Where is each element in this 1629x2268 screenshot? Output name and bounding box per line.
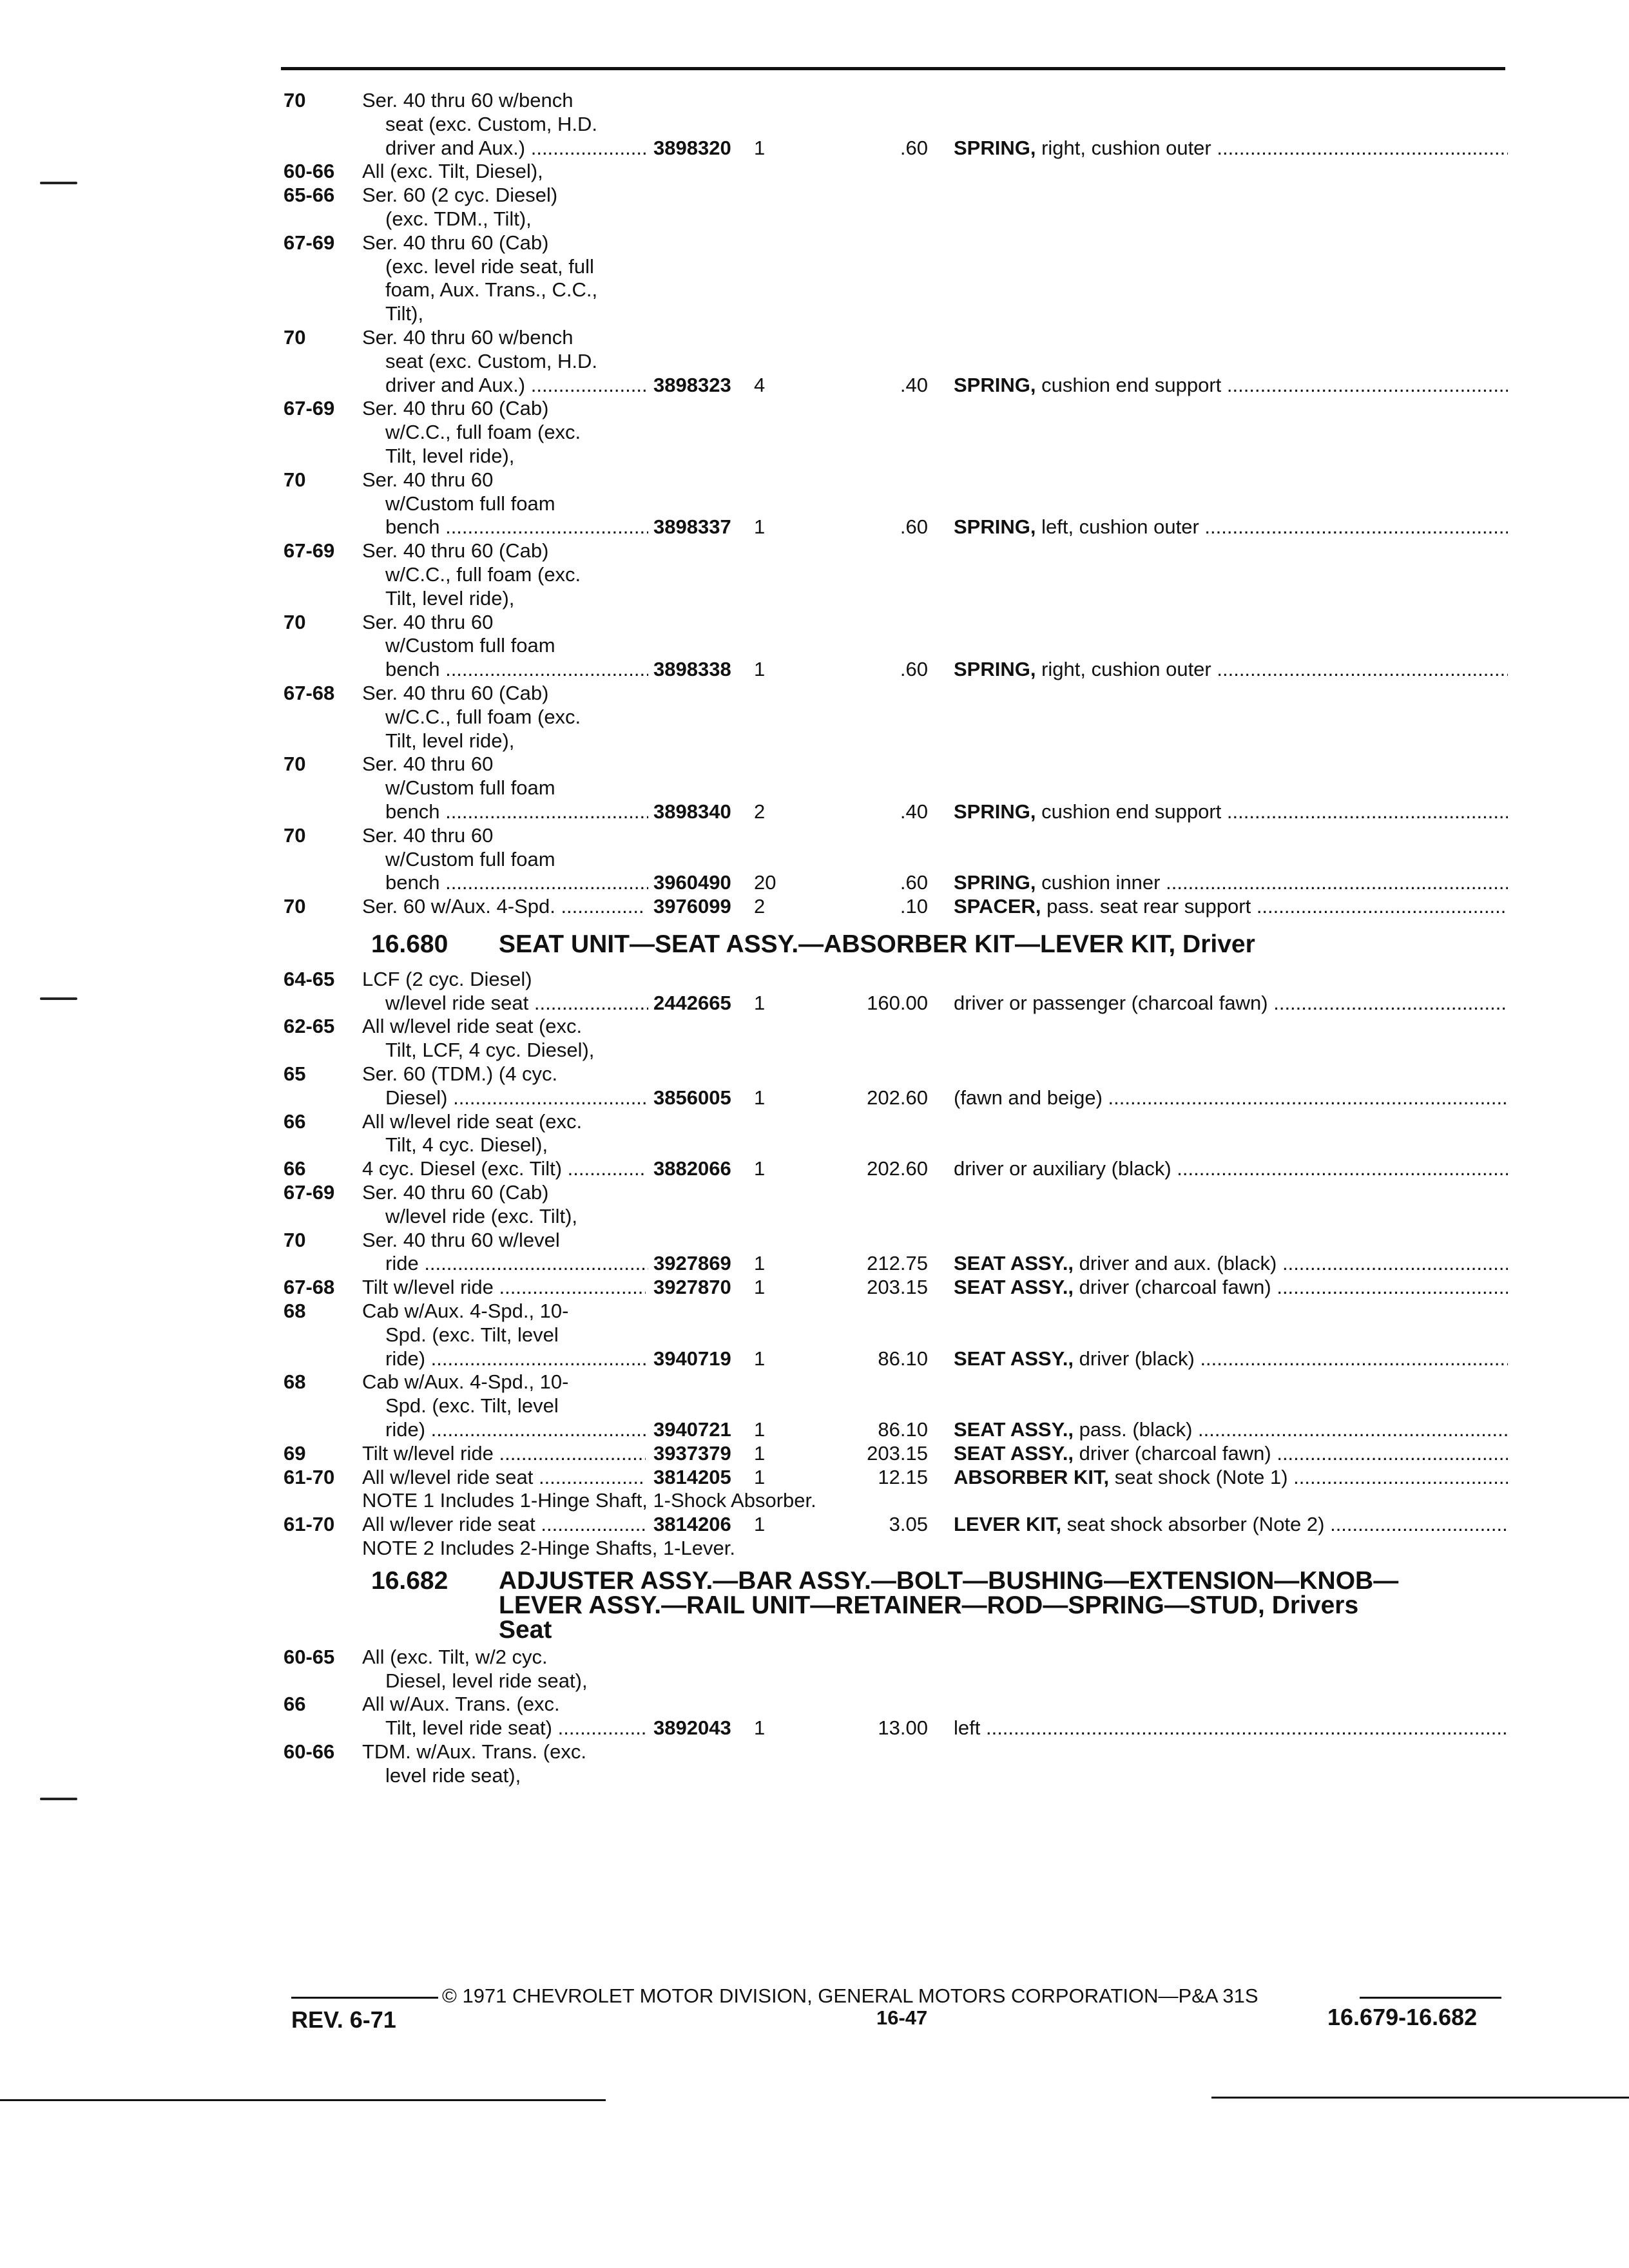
part-description — [954, 800, 1508, 824]
application: w/Custom full foam — [385, 776, 555, 800]
price: 86.10 — [878, 1347, 928, 1370]
table-row — [284, 1039, 1508, 1062]
part-number: 3937379 — [648, 1442, 757, 1466]
application: All w/level ride seat (exc. — [362, 1110, 583, 1133]
table-row — [284, 1740, 1508, 1764]
quantity: 1 — [754, 1086, 766, 1109]
table-row — [284, 871, 1508, 895]
part-number: 3892043 — [648, 1716, 757, 1740]
model-years: 66 — [284, 1157, 306, 1180]
table-row — [284, 1764, 1508, 1788]
table-row — [284, 563, 1508, 587]
table-row — [284, 1442, 1508, 1466]
part-number: 3927869 — [648, 1252, 757, 1276]
price: 202.60 — [867, 1086, 928, 1109]
application: Tilt w/level ride ..... — [362, 1442, 646, 1466]
part-number: 3898338 — [648, 658, 757, 682]
application: Ser. 40 thru 60 w/level — [362, 1228, 560, 1251]
table-row — [284, 421, 1508, 445]
part-name: SPRING, — [954, 515, 1036, 539]
quantity: 4 — [754, 373, 766, 396]
table-row — [284, 1252, 1508, 1276]
model-years: 66 — [284, 1693, 306, 1716]
quantity: 1 — [754, 1418, 766, 1441]
table-row — [284, 1669, 1508, 1693]
application: Ser. 60 (TDM.) (4 cyc. — [362, 1062, 558, 1086]
part-detail: driver (charcoal fawn) — [1079, 1441, 1271, 1465]
application: All w/lever ride seat ..... — [362, 1513, 646, 1537]
part-detail: left — [954, 1716, 981, 1740]
table-row — [284, 634, 1508, 658]
table-row — [284, 848, 1508, 872]
table-row — [284, 1716, 1508, 1740]
part-detail: right, cushion outer — [1041, 658, 1211, 681]
table-row — [284, 1205, 1508, 1229]
application: Ser. 40 thru 60 (Cab) — [362, 231, 549, 254]
part-description — [954, 1157, 1508, 1181]
price: 12.15 — [878, 1465, 928, 1488]
table-row — [284, 1086, 1508, 1110]
part-detail: driver or passenger (charcoal fawn) — [954, 991, 1268, 1014]
quantity: 1 — [754, 991, 766, 1014]
quantity: 1 — [754, 1513, 766, 1536]
application: w/C.C., full foam (exc. — [385, 562, 581, 586]
table-row — [284, 1276, 1508, 1300]
part-number: 2442665 — [648, 992, 757, 1015]
part-name: ABSORBER KIT, — [954, 1465, 1110, 1488]
part-number: 3898337 — [648, 515, 757, 539]
margin-mark — [40, 997, 77, 1000]
part-name: SPRING, — [954, 373, 1036, 396]
table-row — [284, 895, 1508, 919]
model-years: 60-66 — [284, 160, 335, 183]
quantity: 2 — [754, 800, 766, 823]
part-number: 3940721 — [648, 1418, 757, 1442]
section-title-line: Seat — [499, 1615, 552, 1644]
model-years: 65-66 — [284, 184, 335, 207]
part-number: 3898320 — [648, 137, 757, 160]
parts-group-682 — [284, 1646, 1508, 1788]
table-row — [284, 207, 1508, 231]
application: Tilt), — [385, 302, 424, 325]
application: NOTE 2 Includes 2-Hinge Shafts, 1-Lever. — [362, 1537, 735, 1560]
table-row — [284, 1394, 1508, 1418]
application: (exc. TDM., Tilt), — [385, 207, 532, 230]
model-years: 67-69 — [284, 539, 335, 562]
table-row — [284, 255, 1508, 279]
application: Ser. 40 thru 60 (Cab) — [362, 397, 549, 420]
application: Spd. (exc. Tilt, level — [385, 1394, 559, 1418]
footer-rule-right — [1360, 1997, 1501, 1999]
table-row — [284, 682, 1508, 706]
part-number: 3940719 — [648, 1347, 757, 1371]
part-number: 3882066 — [648, 1157, 757, 1181]
quantity: 1 — [754, 658, 766, 681]
part-detail: driver (black) — [1079, 1347, 1195, 1370]
table-row — [284, 1157, 1508, 1181]
model-years: 65 — [284, 1062, 306, 1086]
application: Ser. 40 thru 60 (Cab) — [362, 681, 549, 704]
application: All w/level ride seat ..... — [362, 1466, 646, 1490]
table-row — [284, 515, 1508, 539]
page-number: 16-47 — [876, 2006, 928, 2029]
application: w/C.C., full foam (exc. — [385, 421, 581, 444]
table-row — [284, 374, 1508, 398]
part-name: SPRING, — [954, 136, 1036, 159]
part-name: SPACER, — [954, 895, 1041, 918]
application: Tilt, level ride seat) ..... — [385, 1716, 669, 1740]
application: ride ..... — [385, 1252, 669, 1276]
application: Tilt, level ride), — [385, 444, 515, 467]
application: foam, Aux. Trans., C.C., — [385, 278, 598, 302]
application: Tilt, LCF, 4 cyc. Diesel), — [385, 1039, 595, 1062]
application: Cab w/Aux. 4-Spd., 10- — [362, 1300, 569, 1323]
model-years: 70 — [284, 895, 306, 918]
quantity: 1 — [754, 1465, 766, 1488]
section-heading-682 — [284, 1561, 1508, 1646]
application: Diesel, level ride seat), — [385, 1669, 588, 1692]
part-number: 3927870 — [648, 1276, 757, 1300]
quantity: 20 — [754, 871, 776, 894]
price: .60 — [900, 136, 928, 159]
model-years: 70 — [284, 468, 306, 491]
application: (exc. level ride seat, full — [385, 255, 594, 278]
model-years: 70 — [284, 753, 306, 776]
part-name: SEAT ASSY., — [954, 1252, 1074, 1275]
table-row — [284, 278, 1508, 302]
application: Ser. 40 thru 60 (Cab) — [362, 539, 549, 562]
table-row — [284, 753, 1508, 776]
quantity: 1 — [754, 1252, 766, 1275]
section-title-line: ADJUSTER ASSY.—BAR ASSY.—BOLT—BUSHING—EXTENSION—KNOB— — [499, 1566, 1399, 1595]
model-years: 69 — [284, 1441, 306, 1465]
part-description — [954, 374, 1508, 398]
model-years: 60-65 — [284, 1645, 335, 1668]
part-detail: driver (charcoal fawn) — [1079, 1276, 1271, 1299]
application: Ser. 40 thru 60 w/bench — [362, 325, 574, 349]
part-description — [954, 992, 1508, 1015]
table-row — [284, 1323, 1508, 1347]
price: 203.15 — [867, 1441, 928, 1465]
application: All w/Aux. Trans. (exc. — [362, 1693, 560, 1716]
part-name: SEAT ASSY., — [954, 1347, 1074, 1370]
table-row — [284, 1513, 1508, 1537]
table-row — [284, 587, 1508, 611]
application: LCF (2 cyc. Diesel) — [362, 967, 532, 990]
part-number: 3898340 — [648, 800, 757, 824]
part-number: 3960490 — [648, 871, 757, 895]
table-row — [284, 302, 1508, 326]
table-row — [284, 824, 1508, 848]
table-row — [284, 445, 1508, 468]
application: Ser. 40 thru 60 — [362, 823, 494, 847]
margin-mark — [40, 182, 77, 184]
section-range: 16.679-16.682 — [1327, 2004, 1478, 2030]
model-years: 61-70 — [284, 1513, 335, 1536]
part-name: SPRING, — [954, 871, 1036, 894]
table-row — [284, 1466, 1508, 1490]
part-description — [954, 658, 1508, 682]
part-number: 3814205 — [648, 1466, 757, 1490]
table-row — [284, 137, 1508, 160]
application: Ser. 40 thru 60 (Cab) — [362, 1181, 549, 1204]
model-years: 70 — [284, 89, 306, 111]
revision-label: REV. 6-71 — [291, 2006, 396, 2033]
table-row — [284, 1133, 1508, 1157]
table-row — [284, 729, 1508, 753]
table-row — [284, 1300, 1508, 1323]
part-number: 3814206 — [648, 1513, 757, 1537]
table-row — [284, 350, 1508, 374]
application: NOTE 1 Includes 1-Hinge Shaft, 1-Shock Absorber. — [362, 1489, 816, 1512]
model-years: 70 — [284, 823, 306, 847]
parts-group-680 — [284, 968, 1508, 1561]
part-description — [954, 1442, 1508, 1466]
part-description — [954, 137, 1508, 160]
table-row — [284, 658, 1508, 682]
application: Tilt, 4 cyc. Diesel), — [385, 1133, 548, 1157]
application: w/Custom full foam — [385, 634, 555, 657]
application: w/level ride (exc. Tilt), — [385, 1204, 578, 1227]
section-title: SEAT UNIT—SEAT ASSY.—ABSORBER KIT—LEVER KIT, Driver — [499, 930, 1255, 958]
part-detail: right, cushion outer — [1041, 136, 1211, 159]
application: w/C.C., full foam (exc. — [385, 705, 581, 728]
table-row — [284, 1693, 1508, 1716]
table-row — [284, 968, 1508, 992]
part-name: LEVER KIT, — [954, 1513, 1062, 1536]
price: 212.75 — [867, 1252, 928, 1275]
quantity: 2 — [754, 895, 766, 918]
part-description — [954, 1418, 1508, 1442]
part-number: 3856005 — [648, 1086, 757, 1110]
bottom-rule-left — [0, 2099, 606, 2101]
table-row — [284, 468, 1508, 492]
model-years: 67-69 — [284, 231, 335, 254]
part-detail: left, cushion outer — [1041, 515, 1199, 539]
table-row — [284, 706, 1508, 729]
margin-mark — [40, 1798, 77, 1800]
part-description — [954, 1513, 1508, 1537]
part-detail: cushion end support — [1041, 373, 1222, 396]
part-description — [954, 1466, 1508, 1490]
quantity: 1 — [754, 1441, 766, 1465]
part-detail: driver and aux. (black) — [1079, 1252, 1277, 1275]
part-detail: seat shock absorber (Note 2) — [1066, 1513, 1325, 1536]
table-row — [284, 326, 1508, 350]
price: 203.15 — [867, 1276, 928, 1299]
model-years: 70 — [284, 610, 306, 633]
quantity: 1 — [754, 1276, 766, 1299]
model-years: 70 — [284, 1228, 306, 1251]
price: .40 — [900, 373, 928, 396]
table-row — [284, 1229, 1508, 1253]
table-row — [284, 113, 1508, 137]
application: bench ..... — [385, 515, 669, 539]
price: 86.10 — [878, 1418, 928, 1441]
table-row — [284, 611, 1508, 635]
part-description — [954, 1276, 1508, 1300]
table-row — [284, 1370, 1508, 1394]
table-row — [284, 1347, 1508, 1371]
bottom-rule-right — [1211, 2097, 1629, 2099]
application: Diesel) ..... — [385, 1086, 669, 1110]
copyright-line: © 1971 CHEVROLET MOTOR DIVISION, GENERAL MOTORS CORPORATION—P&A 31S — [442, 1984, 1258, 2007]
model-years: 70 — [284, 325, 306, 349]
application: driver and Aux.) ..... — [385, 137, 669, 160]
table-row — [284, 1489, 1508, 1513]
table-row — [284, 1062, 1508, 1086]
part-name: SEAT ASSY., — [954, 1418, 1074, 1441]
price: .60 — [900, 871, 928, 894]
part-detail: seat shock (Note 1) — [1114, 1465, 1288, 1488]
table-row — [284, 1015, 1508, 1039]
quantity: 1 — [754, 515, 766, 539]
price: 160.00 — [867, 991, 928, 1014]
model-years: 67-68 — [284, 681, 335, 704]
application: seat (exc. Custom, H.D. — [385, 349, 598, 372]
model-years: 67-69 — [284, 1181, 335, 1204]
section-number: 16.680 — [371, 930, 448, 958]
price: .40 — [900, 800, 928, 823]
application: level ride seat), — [385, 1763, 521, 1787]
part-name: SEAT ASSY., — [954, 1276, 1074, 1299]
application: Ser. 40 thru 60 — [362, 468, 494, 491]
application: All (exc. Tilt, w/2 cyc. — [362, 1645, 548, 1668]
table-row — [284, 160, 1508, 184]
application: Tilt w/level ride ..... — [362, 1276, 646, 1300]
table-row — [284, 1646, 1508, 1669]
part-description — [954, 515, 1508, 539]
application: Ser. 40 thru 60 — [362, 753, 494, 776]
application: All (exc. Tilt, Diesel), — [362, 160, 543, 183]
table-row — [284, 89, 1508, 113]
model-years: 66 — [284, 1110, 306, 1133]
application: Tilt, level ride), — [385, 586, 515, 610]
part-detail: cushion end support — [1041, 800, 1222, 823]
table-row — [284, 492, 1508, 516]
part-detail: cushion inner — [1041, 871, 1161, 894]
part-description — [954, 871, 1508, 895]
application: seat (exc. Custom, H.D. — [385, 112, 598, 135]
application: TDM. w/Aux. Trans. (exc. — [362, 1740, 586, 1763]
table-row — [284, 800, 1508, 824]
table-row — [284, 184, 1508, 207]
model-years: 68 — [284, 1300, 306, 1323]
price: 3.05 — [889, 1513, 928, 1536]
model-years: 61-70 — [284, 1465, 335, 1488]
part-detail: pass. seat rear support — [1046, 895, 1251, 918]
part-description — [954, 895, 1508, 919]
application: Ser. 60 w/Aux. 4-Spd. ..... — [362, 895, 646, 919]
application: bench ..... — [385, 871, 669, 895]
application: Cab w/Aux. 4-Spd., 10- — [362, 1370, 569, 1394]
part-detail: driver or auxiliary (black) — [954, 1157, 1171, 1180]
table-row — [284, 1181, 1508, 1205]
model-years: 67-69 — [284, 397, 335, 420]
parts-group-679 — [284, 89, 1508, 919]
part-detail: pass. (black) — [1079, 1418, 1193, 1441]
application: bench ..... — [385, 800, 669, 824]
top-rule — [281, 67, 1505, 70]
part-description — [954, 1716, 1508, 1740]
application: Ser. 60 (2 cyc. Diesel) — [362, 184, 558, 207]
price: .60 — [900, 658, 928, 681]
table-row — [284, 776, 1508, 800]
model-years: 68 — [284, 1370, 306, 1394]
price: 202.60 — [867, 1157, 928, 1180]
table-row — [284, 539, 1508, 563]
application: 4 cyc. Diesel (exc. Tilt) ..... — [362, 1157, 646, 1181]
application: ride) ..... — [385, 1347, 669, 1371]
part-description — [954, 1347, 1508, 1371]
application: Spd. (exc. Tilt, level — [385, 1323, 559, 1346]
part-detail: (fawn and beige) — [954, 1086, 1103, 1109]
part-number: 3976099 — [648, 895, 757, 919]
application: All w/level ride seat (exc. — [362, 1015, 583, 1038]
part-name: SEAT ASSY., — [954, 1441, 1074, 1465]
model-years: 60-66 — [284, 1740, 335, 1763]
application: w/Custom full foam — [385, 492, 555, 515]
parts-list — [284, 89, 1508, 1788]
part-description — [954, 1086, 1508, 1110]
price: 13.00 — [878, 1716, 928, 1740]
application: ride) ..... — [385, 1418, 669, 1442]
application: Ser. 40 thru 60 — [362, 610, 494, 633]
quantity: 1 — [754, 1716, 766, 1740]
application: Tilt, level ride), — [385, 729, 515, 752]
application: bench ..... — [385, 658, 669, 682]
part-name: SPRING, — [954, 658, 1036, 681]
table-row — [284, 992, 1508, 1015]
table-row — [284, 1537, 1508, 1561]
model-years: 62-65 — [284, 1015, 335, 1038]
table-row — [284, 1110, 1508, 1134]
quantity: 1 — [754, 1157, 766, 1180]
application: w/level ride seat ..... — [385, 992, 669, 1015]
model-years: 64-65 — [284, 967, 335, 990]
table-row — [284, 397, 1508, 421]
application: Ser. 40 thru 60 w/bench — [362, 89, 574, 111]
table-row — [284, 231, 1508, 255]
model-years: 67-68 — [284, 1276, 335, 1299]
part-name: SPRING, — [954, 800, 1036, 823]
section-number: 16.682 — [371, 1566, 448, 1595]
part-number: 3898323 — [648, 374, 757, 398]
part-description — [954, 1252, 1508, 1276]
price: .60 — [900, 515, 928, 539]
application: driver and Aux.) ..... — [385, 374, 669, 398]
quantity: 1 — [754, 136, 766, 159]
section-title-line: LEVER ASSY.—RAIL UNIT—RETAINER—ROD—SPRING—STUD, Drivers — [499, 1591, 1359, 1619]
application: w/Custom full foam — [385, 847, 555, 870]
table-row — [284, 1418, 1508, 1442]
price: .10 — [900, 895, 928, 918]
quantity: 1 — [754, 1347, 766, 1370]
footer-rule-left — [291, 1997, 438, 1999]
section-heading-680 — [284, 921, 1508, 968]
